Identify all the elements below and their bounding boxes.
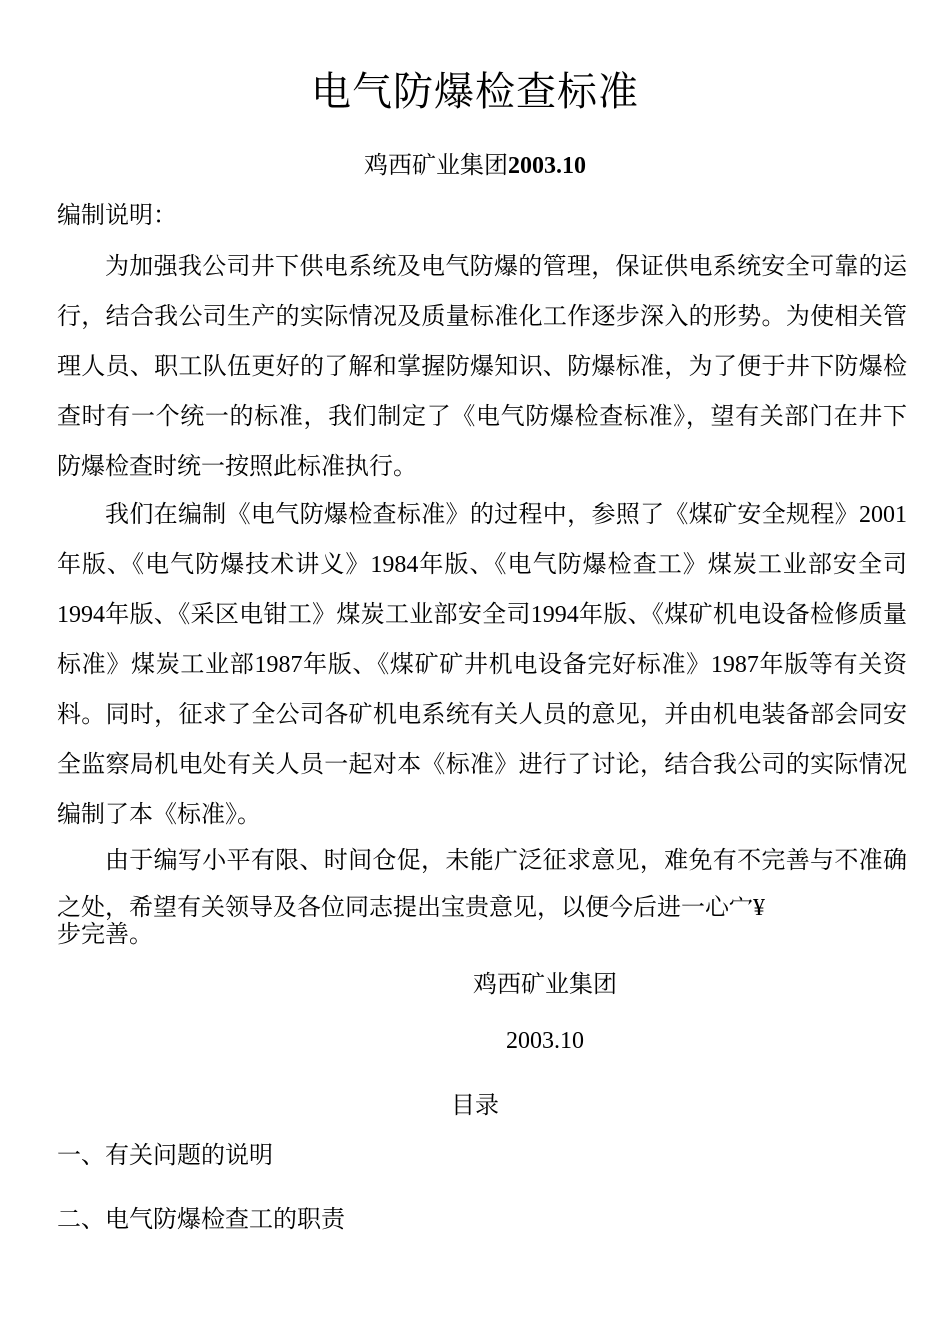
signature-org: 鸡西矿业集团 [473,972,617,998]
subtitle-date: 2003.10 [508,153,586,179]
preface-paragraph-1: 为加强我公司井下供电系统及电气防爆的管理，保证供电系统安全可靠的运行，结合我公司生产的实际情况及质量标准化工作逐步深入的形势。为使相关管理人员、职工队伍更好的了解和掌握防爆知识、防爆标准，为了便于井下防爆检查时有一个统一的标准，我们制定了《电气防爆检查标准》，望有关部门在井下防爆检查时统一按照此标准执行。 [57,254,907,480]
preface-paragraph-3-main: 由于编写小平有限、时间仓促，未能广泛征求意见，难免有不完善与不准确之处，希望有关领导及各位同志提出宝贵意见，以便今后进一心宀¥ [57,848,907,921]
preface-heading: 编制说明： [57,203,177,229]
document-subtitle [0,148,950,184]
toc-item: 一、有关问题的说明 [57,1143,273,1169]
toc-title: 目录 [451,1093,499,1119]
subtitle-org: 鸡西矿业集团 [364,153,508,179]
preface-paragraph-2: 我们在编制《电气防爆检查标准》的过程中，参照了《煤矿安全规程》2001年版、《电气防爆技术讲义》1984年版、《电气防爆检查工》煤炭工业部安全司1994年版、《采区电钳工》煤炭工业部安全司1994年版、《煤矿机电设备检修质量标准》煤炭工业部1987年版、《煤矿矿井机电设备完好标准》1987年版等有关资料。同时，征求了全公司各矿机电系统有关人员的意见，并由机电装备部会同安全监察局机电处有关人员一起对本《标准》进行了讨论，结合我公司的实际情况编制了本《标准》。 [57,502,907,828]
preface-paragraph-3-tail: 步完善。 [57,922,153,948]
document-title: 电气防爆检查标准 [311,69,639,114]
preface-paragraph-3 [57,838,907,950]
signature-date: 2003.10 [506,1028,584,1054]
toc-item: 二、电气防爆检查工的职责 [57,1207,345,1233]
